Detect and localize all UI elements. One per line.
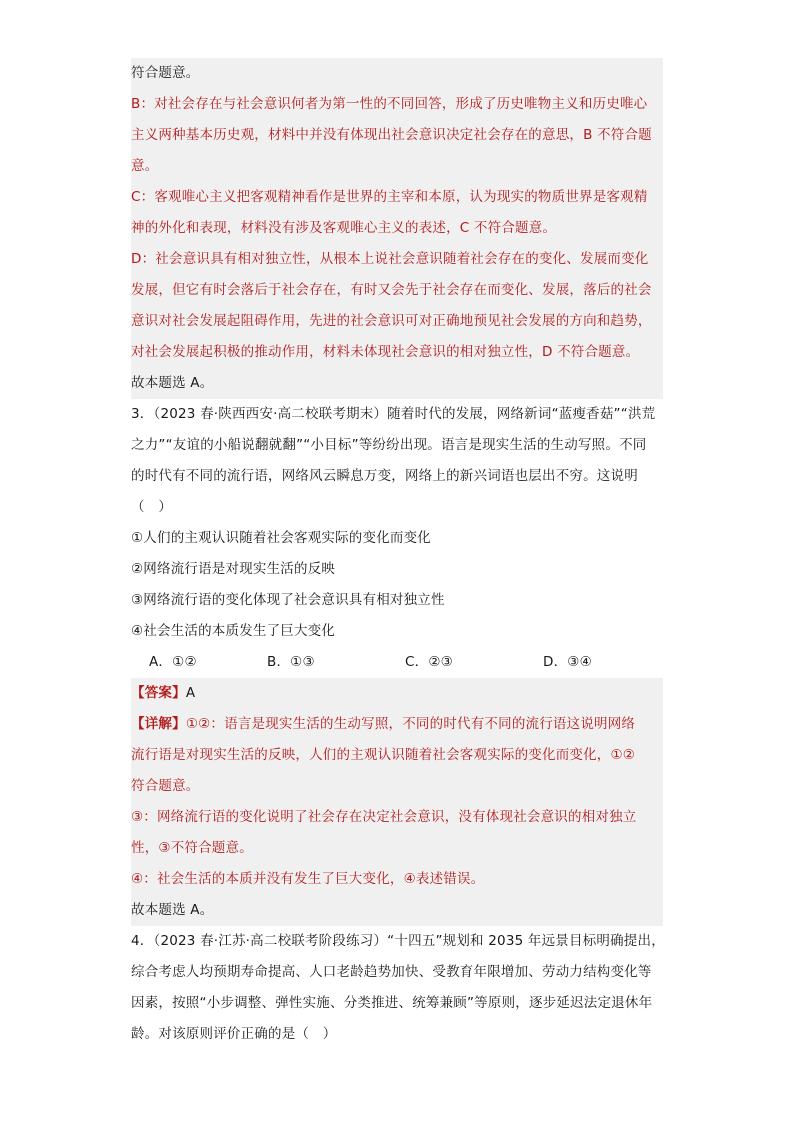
text-line: 符合题意。 xyxy=(131,58,663,89)
statement-2: ②网络流行语是对现实生活的反映 xyxy=(131,561,336,577)
detail-line: 符合题意。 xyxy=(131,771,663,802)
answer-line xyxy=(131,678,663,709)
question-stem-line: 因素，按照“小步调整、弹性实施、分类推进、统筹兼顾”等原则，逐步延迟法定退休年 xyxy=(131,995,653,1011)
explanation-line: 主义两种基本历史观，材料中并没有体现出社会意识决定社会存在的意思，B 不符合题 xyxy=(131,120,663,151)
detail-line: 【详解】①②：语言是现实生活的生动写照，不同的时代有不同的流行语这说明网络 xyxy=(131,709,663,740)
statement-4: ④社会生活的本质发生了巨大变化 xyxy=(131,623,336,639)
statement-1: ①人们的主观认识随着社会客观实际的变化而变化 xyxy=(131,530,432,546)
question-stem-line: 3．（2023 春·陕西西安·高二校联考期末）随着时代的发展，网络新词“蓝瘦香菇”“洪荒 xyxy=(131,406,656,422)
statement-3: ③网络流行语的变化体现了社会意识具有相对独立性 xyxy=(131,592,445,608)
question-stem-line: 4．（2023 春·江苏·高二校联考阶段练习）“十四五”规划和 2035 年远景目标明确提出， xyxy=(131,933,665,949)
conclusion-line: 故本题选 A。 xyxy=(131,895,663,926)
detail-label: 【详解】 xyxy=(131,716,186,732)
detail-line: 性，③不符合题意。 xyxy=(131,833,663,864)
explanation-line: 意识对社会发展起阻碍作用，先进的社会意识可对正确地预见社会发展的方向和趋势， xyxy=(131,306,663,337)
document-page xyxy=(131,58,663,1050)
option-d: D．③④ xyxy=(543,654,592,670)
question-stem-line: 龄。对该原则评价正确的是（ ） xyxy=(131,1026,337,1042)
answer-value: A xyxy=(185,685,196,701)
explanation-line-d: D：社会意识具有相对独立性，从根本上说社会意识随着社会存在的变化、发展而变化 xyxy=(131,244,663,275)
option-b: B．①③ xyxy=(267,654,315,670)
question-stem-line: 综合考虑人均预期寿命提高、人口老龄趋势加快、受教育年限增加、劳动力结构变化等 xyxy=(131,964,652,980)
explanation-line: 对社会发展起积极的推动作用，材料未体现社会意识的相对独立性，D 不符合题意。 xyxy=(131,337,663,368)
option-c: C．②③ xyxy=(405,654,453,670)
answer-options xyxy=(131,647,663,678)
answer-label: 【答案】 xyxy=(131,685,186,701)
question-stem-line: （ ） xyxy=(131,499,173,515)
explanation-line-c: C：客观唯心主义把客观精神看作是世界的主宰和本原，认为现实的物质世界是客观精 xyxy=(131,182,663,213)
explanation-line: 发展，但它有时会落后于社会存在，有时又会先于社会存在而变化、发展，落后的社会 xyxy=(131,275,663,306)
explanation-line-b: B：对社会存在与社会意识何者为第一性的不同回答，形成了历史唯物主义和历史唯心 xyxy=(131,89,663,120)
detail-line: ④：社会生活的本质并没有发生了巨大变化，④表述错误。 xyxy=(131,864,663,895)
option-a: A．①② xyxy=(149,654,197,670)
detail-line: 流行语是对现实生活的反映，人们的主观认识随着社会客观实际的变化而变化，①② xyxy=(131,740,663,771)
detail-line: ③：网络流行语的变化说明了社会存在决定社会意识，没有体现社会意识的相对独立 xyxy=(131,802,663,833)
question-stem-line: 之力”“友谊的小船说翻就翻”“小目标”等纷纷出现。语言是现实生活的生动写照。不同 xyxy=(131,437,647,453)
question-stem-line: 的时代有不同的流行语，网络风云瞬息万变，网络上的新兴词语也层出不穷。这说明 xyxy=(131,468,638,484)
conclusion-line: 故本题选 A。 xyxy=(131,368,663,399)
explanation-line: 意。 xyxy=(131,151,663,182)
explanation-line: 神的外化和表现，材料没有涉及客观唯心主义的表述，C 不符合题意。 xyxy=(131,213,663,244)
